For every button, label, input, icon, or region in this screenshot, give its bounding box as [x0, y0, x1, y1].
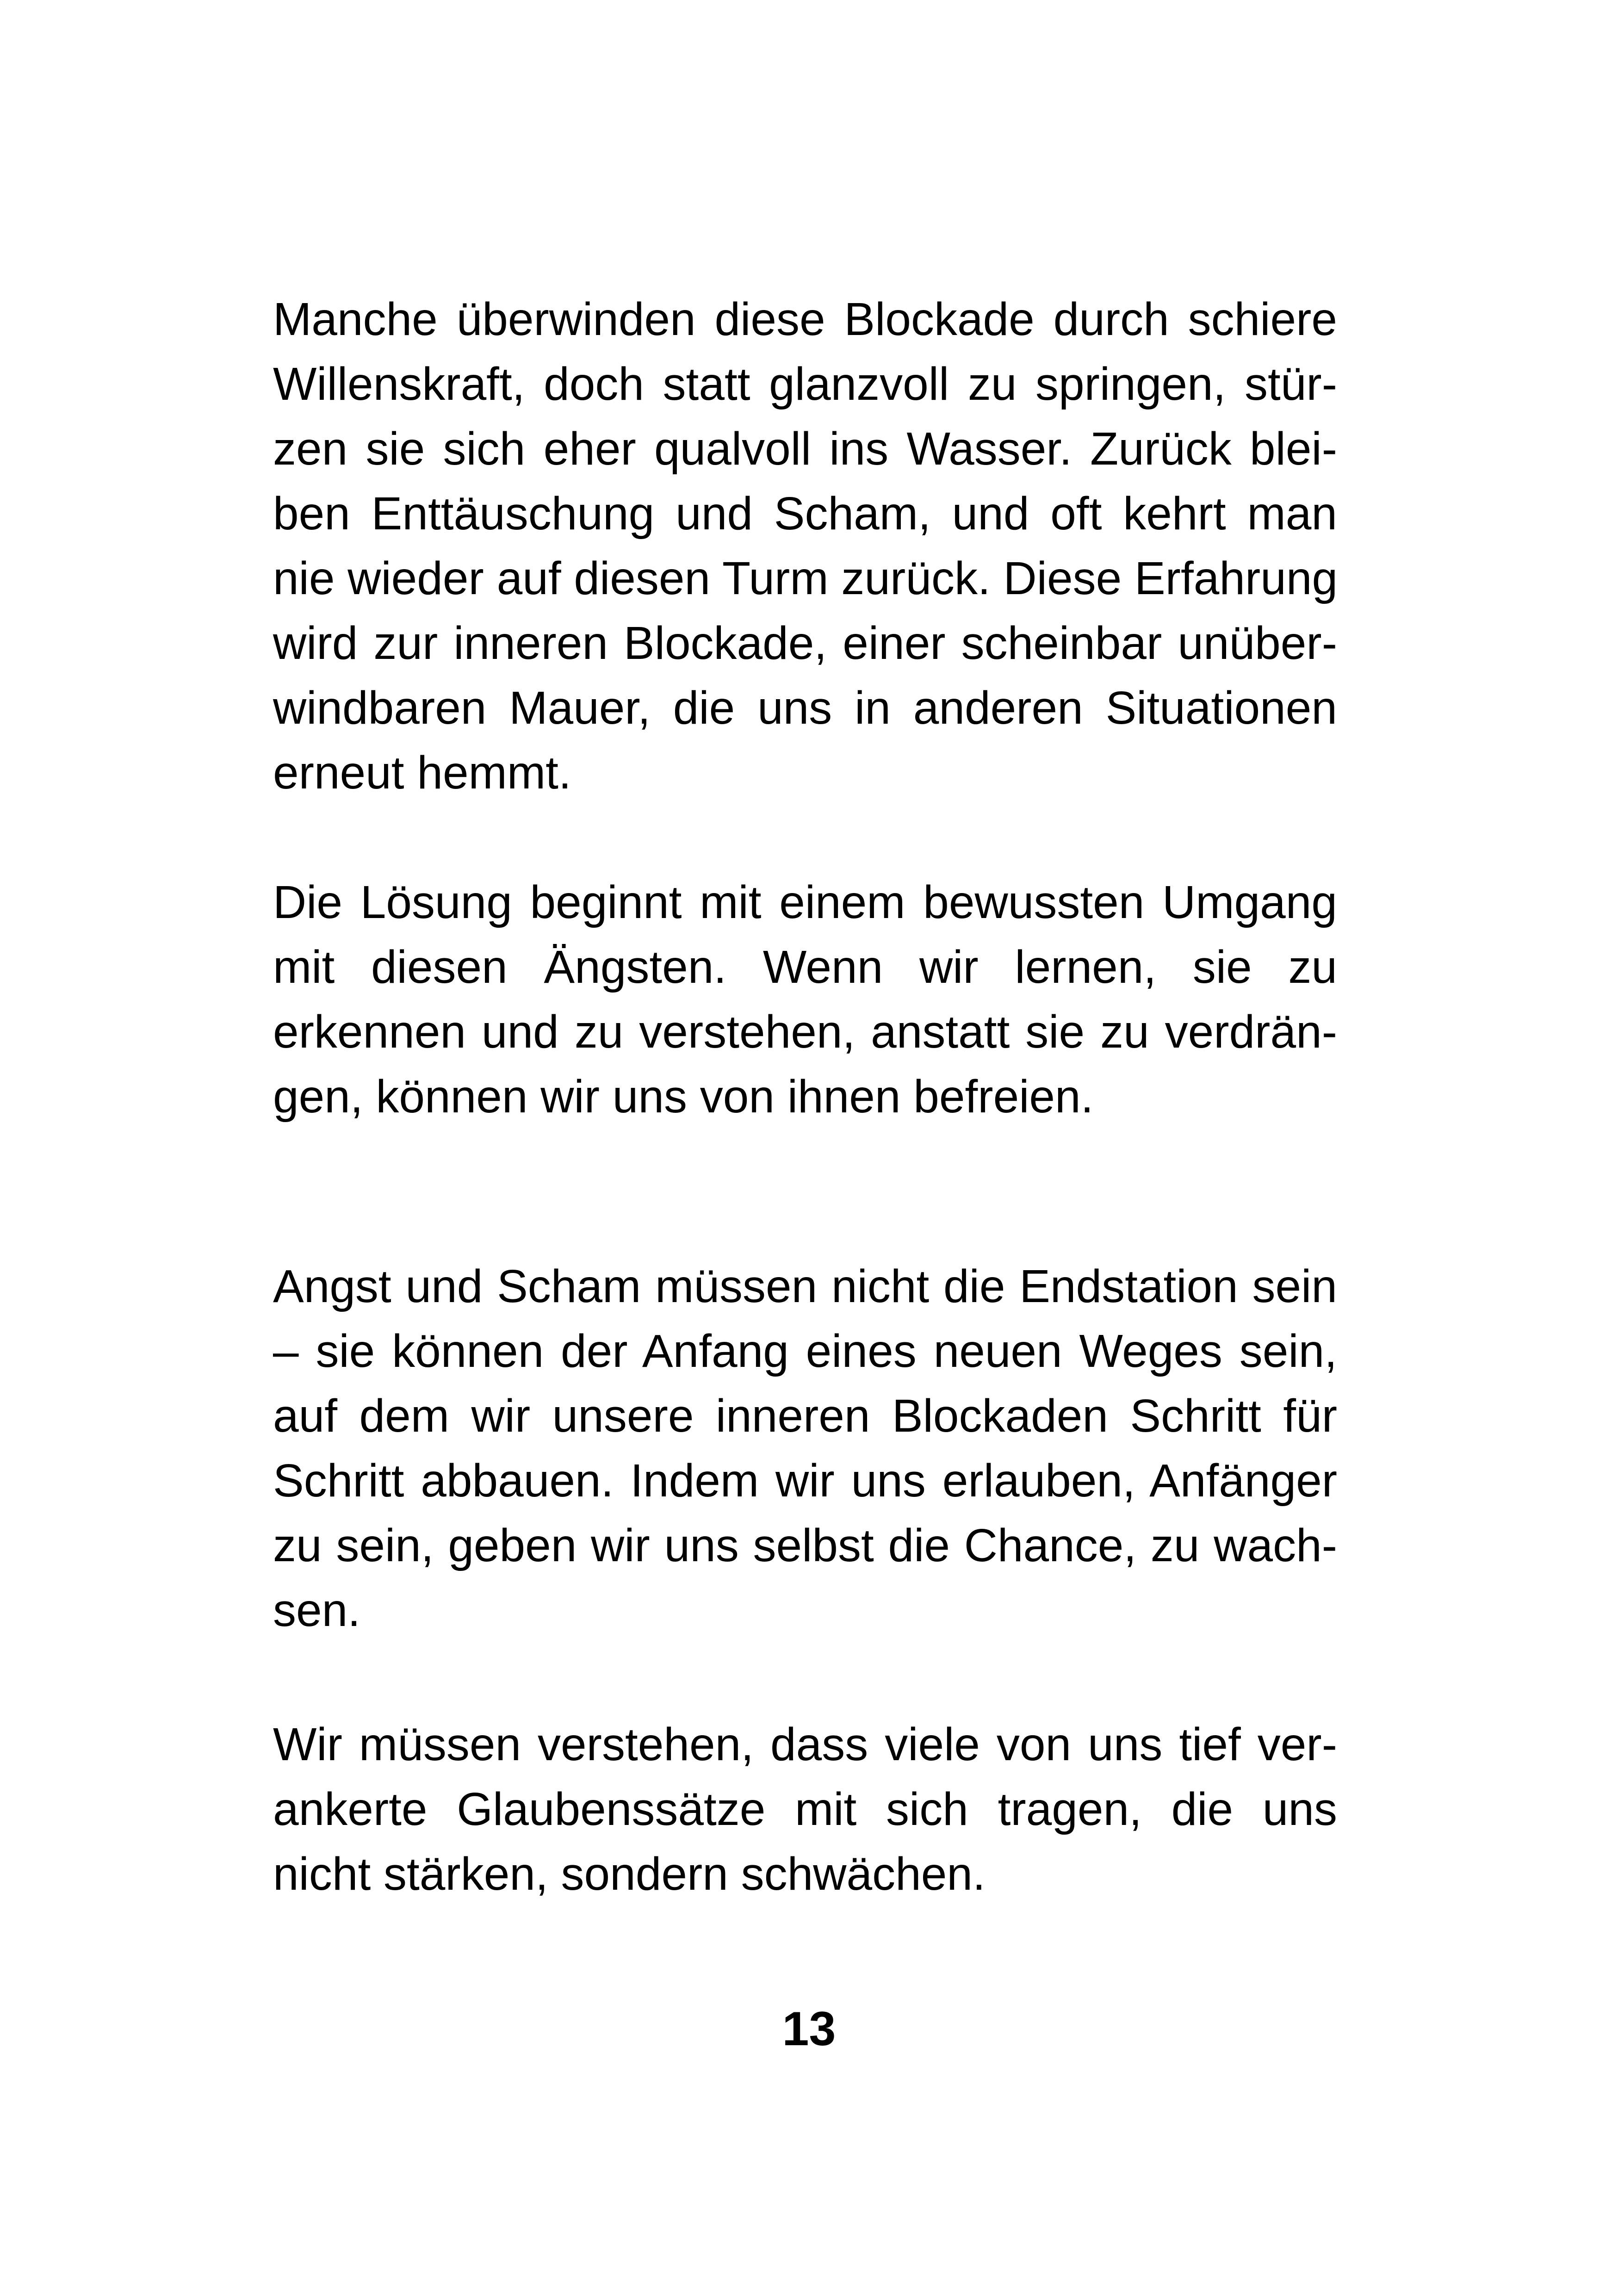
text-line: sen.	[273, 1584, 361, 1636]
text-line: mit diesen Ängsten. Wenn wir lernen, sie zu	[273, 941, 1337, 993]
text-line: windbaren Mauer, die uns in anderen Situationen	[273, 682, 1337, 734]
text-line: nie wieder auf diesen Turm zurück. Diese Erfahrung	[273, 552, 1338, 604]
text-line: zen sie sich eher qualvoll ins Wasser. Zurück blei-	[273, 423, 1337, 475]
text-line: zu sein, geben wir uns selbst die Chance, zu wach-	[273, 1520, 1337, 1571]
text-line: erneut hemmt.	[273, 747, 571, 799]
text-line: gen, können wir uns von ihnen befreien.	[273, 1071, 1094, 1123]
text-line: Angst und Scham müssen nicht die Endstation sein	[273, 1260, 1337, 1312]
paragraph-1	[273, 287, 1337, 805]
text-line: erkennen und zu verstehen, anstatt sie zu verdrän-	[273, 1006, 1337, 1058]
text-line: Manche überwinden diese Blockade durch schiere	[273, 293, 1337, 345]
text-line: ben Enttäuschung und Scham, und oft kehrt man	[273, 488, 1337, 540]
text-line: Die Lösung beginnt mit einem bewussten Umgang	[273, 876, 1337, 928]
text-line: Willenskraft, doch statt glanzvoll zu springen, stür-	[273, 358, 1337, 410]
paragraph-2	[273, 870, 1337, 1129]
text-line: – sie können der Anfang eines neuen Weges sein,	[273, 1325, 1337, 1377]
text-line: auf dem wir unsere inneren Blockaden Schritt für	[273, 1390, 1337, 1442]
text-line: ankerte Glaubenssätze mit sich tragen, die uns	[273, 1783, 1337, 1835]
text-line: wird zur inneren Blockade, einer scheinbar unüber-	[273, 617, 1337, 669]
text-line: nicht stärken, sondern schwächen.	[273, 1848, 986, 1900]
text-line: Schritt abbauen. Indem wir uns erlauben, Anfänger	[273, 1455, 1337, 1507]
paragraph-4	[273, 1712, 1337, 1906]
paragraph-3	[273, 1254, 1337, 1643]
page-number: 13	[782, 2002, 836, 2056]
text-line: Wir müssen verstehen, dass viele von uns tief ver-	[273, 1719, 1337, 1770]
